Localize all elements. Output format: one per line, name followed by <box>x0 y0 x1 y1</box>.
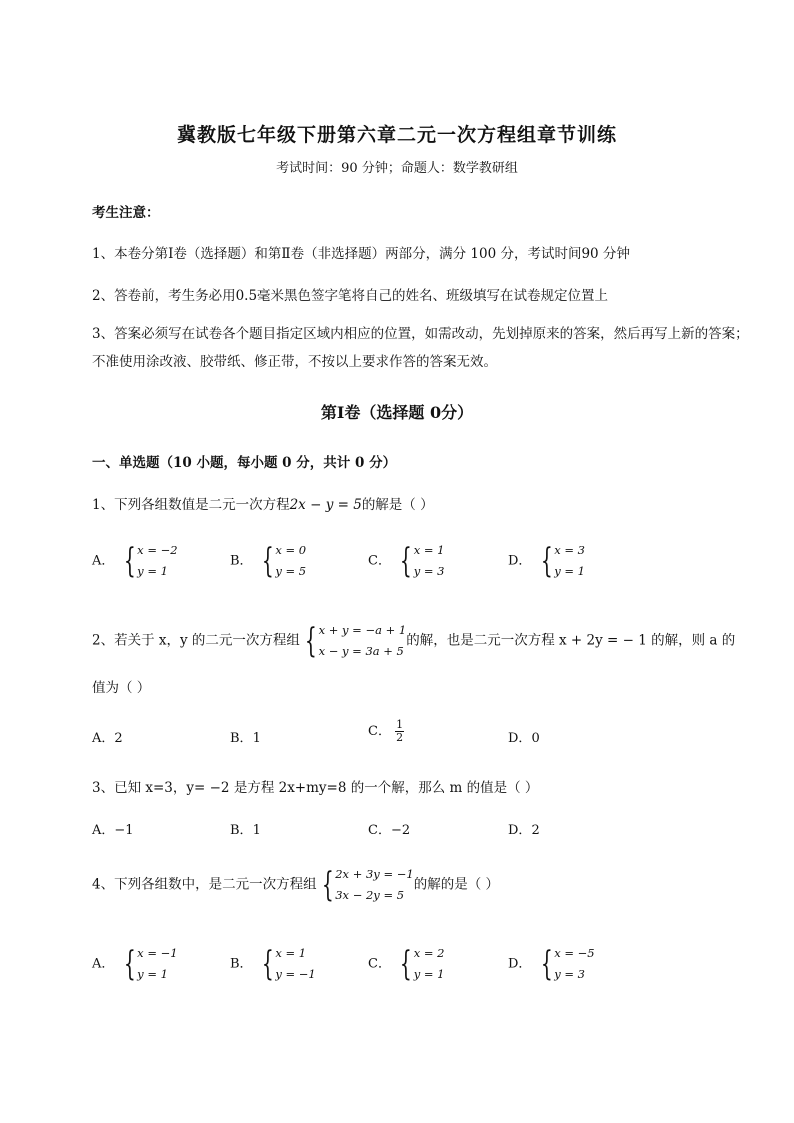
notice-item-1: 1、本卷分第Ⅰ卷（选择题）和第Ⅱ卷（非选择题）两部分，满分 100 分，考试时间90 分钟 <box>92 246 630 262</box>
option-value: 1 <box>252 731 261 746</box>
question-1-tail: 的解是（ ） <box>361 497 434 513</box>
notice-item-2: 2、答卷前，考生务必用0.5毫米黑色签字笔将自己的姓名、班级填写在试卷规定位置上 <box>92 288 609 304</box>
equation-system: { 2x + 3y = −1 3x − 2y = 5 <box>321 865 414 905</box>
question-1-option-a[interactable] <box>92 540 178 582</box>
equation-system: { x = 1 y = −1 <box>261 944 316 984</box>
option-value: 0 <box>531 731 540 746</box>
equation-system: { x = 3 y = 1 <box>540 541 585 581</box>
question-3: 3、已知 x=3，y= −2 是方程 2x+my=8 的一个解，那么 m 的值是（ ） <box>92 780 539 796</box>
option-label: C． <box>368 724 391 739</box>
notice-heading: 考生注意： <box>92 205 160 221</box>
question-3-option-d[interactable] <box>508 819 540 838</box>
option-label: A． <box>92 731 115 746</box>
fraction: $\frac{1}{2}$ <box>396 718 404 744</box>
question-4-option-b[interactable] <box>230 943 316 985</box>
question-2-stem: 2、若关于 x，y 的二元一次方程组 <box>92 632 300 649</box>
question-1-stem: 1、下列各组数值是二元一次方程 <box>92 497 290 513</box>
part-heading: 一、单选题（10 小题，每小题 0 分，共计 0 分） <box>92 455 397 471</box>
question-4-option-a[interactable] <box>92 943 178 985</box>
question-2-option-d[interactable] <box>508 727 540 746</box>
option-label: D． <box>508 731 532 746</box>
document-title: 冀教版七年级下册第六章二元一次方程组章节训练 <box>176 124 617 146</box>
option-label: A． <box>92 823 115 838</box>
option-label: B． <box>230 823 253 838</box>
question-4-tail: 的解的是（ ） <box>413 876 499 893</box>
question-1-option-d[interactable] <box>508 540 585 582</box>
option-label: C． <box>368 956 391 972</box>
option-label: D． <box>508 956 532 972</box>
question-4-option-d[interactable] <box>508 943 595 985</box>
equation-system: { x = 1 y = 3 <box>399 541 445 581</box>
option-label: B． <box>230 553 253 569</box>
question-1 <box>92 493 434 513</box>
question-2-option-a[interactable] <box>92 727 123 746</box>
option-label: B． <box>230 731 253 746</box>
question-4-option-c[interactable] <box>368 943 445 985</box>
option-value: 2 <box>531 823 540 838</box>
question-2-option-b[interactable] <box>230 727 261 746</box>
equation-system: { x = −5 y = 3 <box>540 944 595 984</box>
equation-system: { x = −2 y = 1 <box>123 541 178 581</box>
question-4-stem: 4、下列各组数中，是二元一次方程组 <box>92 876 317 893</box>
option-label: A． <box>92 956 115 972</box>
option-label: A． <box>92 553 115 569</box>
question-2-tail: 的解，也是二元一次方程 x + 2y = − 1 的解，则 a 的 <box>406 632 736 649</box>
option-label: C． <box>368 553 391 569</box>
question-3-option-a[interactable] <box>92 819 134 838</box>
equation-system: { x = 2 y = 1 <box>399 944 445 984</box>
section-title: 第Ⅰ卷（选择题 0分） <box>320 403 474 422</box>
option-value: 2 <box>114 731 123 746</box>
question-2-option-c[interactable] <box>368 719 404 744</box>
question-3-option-c[interactable] <box>368 819 410 838</box>
question-1-option-c[interactable] <box>368 540 445 582</box>
question-4 <box>92 864 499 906</box>
option-label: B． <box>230 956 253 972</box>
option-value: 1 <box>252 823 261 838</box>
option-label: D． <box>508 823 532 838</box>
option-value: −1 <box>114 823 134 838</box>
question-1-equation: 2x − y = 5 <box>289 497 362 513</box>
question-1-option-b[interactable] <box>230 540 306 582</box>
exam-info: 考试时间：90 分钟；命题人：数学教研组 <box>276 161 518 176</box>
option-label: C． <box>368 823 391 838</box>
notice-item-3: 3、答案必须写在试卷各个题目指定区域内相应的位置，如需改动，先划掉原来的答案，然后再写上新的答案；不准使用涂改液、胶带纸、修正带，不按以上要求作答的答案无效。 <box>92 326 749 370</box>
equation-system: { x + y = −a + 1 x − y = 3a + 5 <box>304 621 407 661</box>
option-value: −2 <box>390 823 411 838</box>
question-2 <box>92 620 735 662</box>
equation-system: { x = −1 y = 1 <box>123 944 178 984</box>
equation-system: { x = 0 y = 5 <box>261 541 307 581</box>
question-3-option-b[interactable] <box>230 819 261 838</box>
option-label: D． <box>508 553 532 569</box>
question-2-line-2: 值为（ ） <box>92 680 151 696</box>
